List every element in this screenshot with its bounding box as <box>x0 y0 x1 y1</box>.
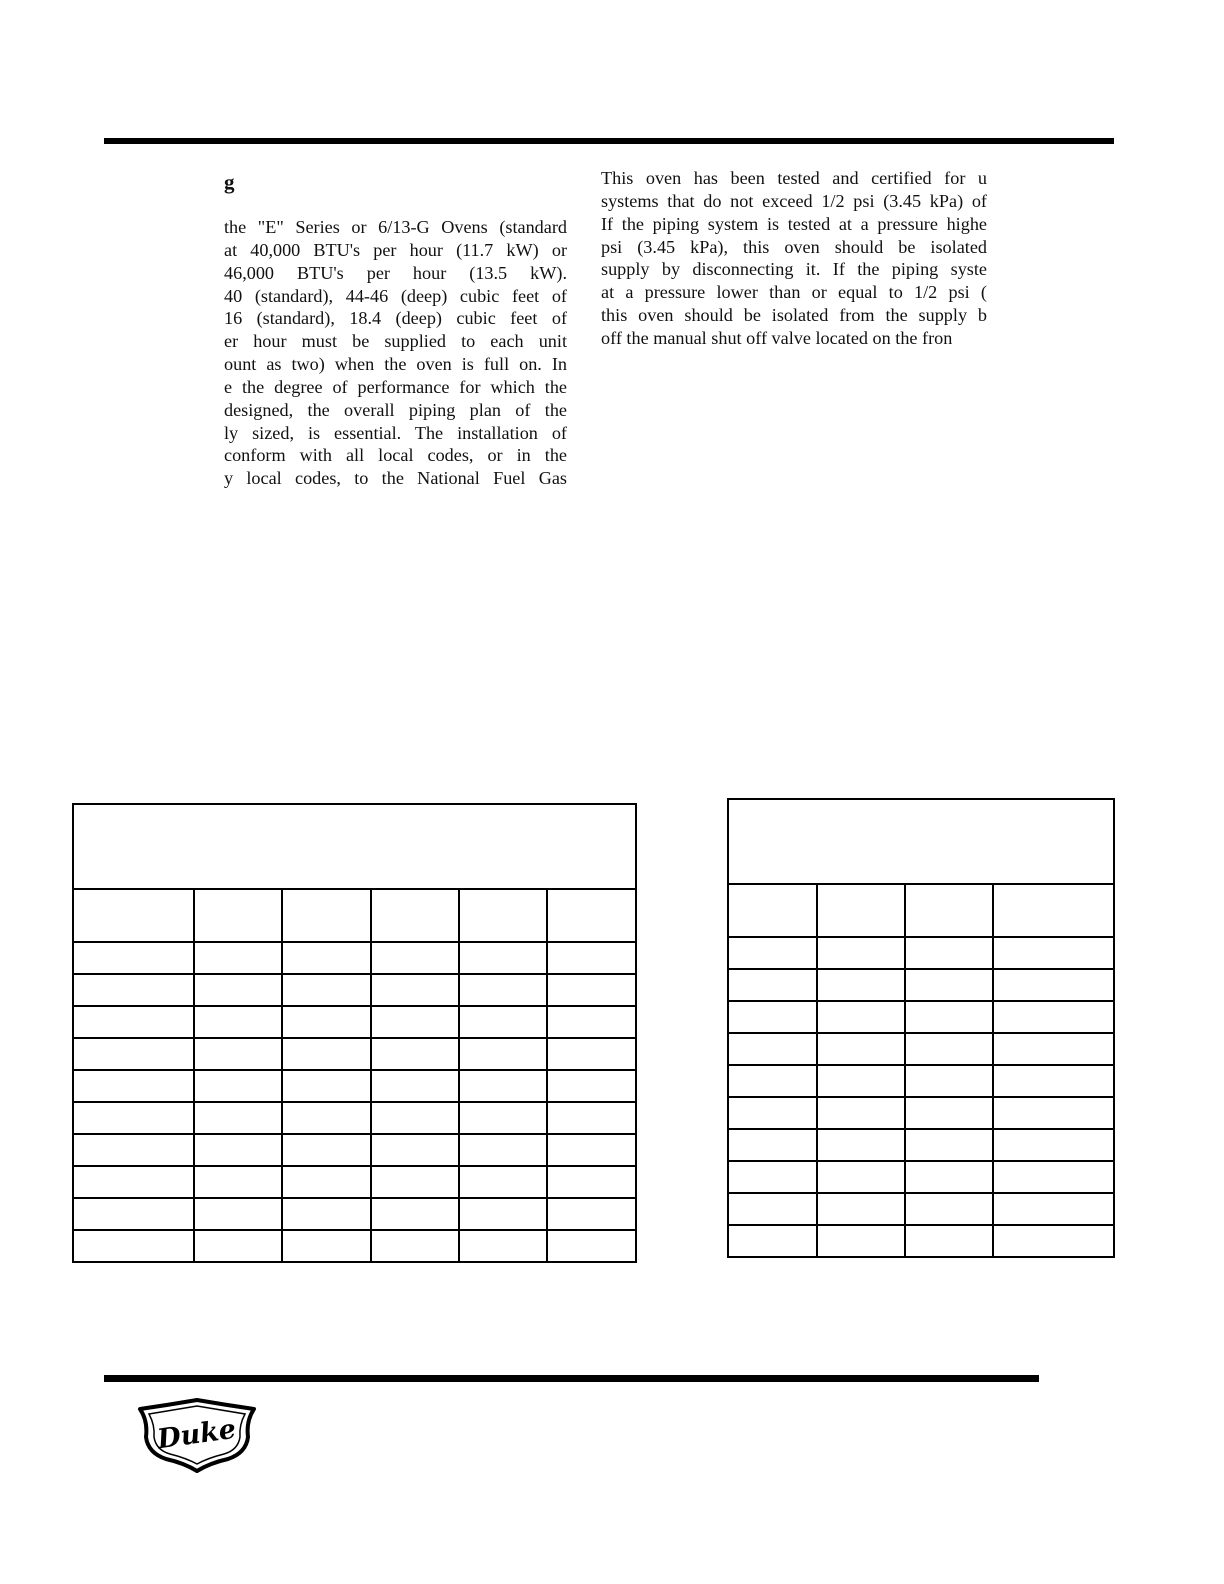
table-cell <box>905 1161 993 1193</box>
table-cell <box>547 1166 636 1198</box>
table-header-cell <box>459 889 547 942</box>
text-line: ly sized, is essential. The installation of <box>224 422 567 443</box>
table-cell <box>194 1038 282 1070</box>
table-cell <box>194 1134 282 1166</box>
table-cell <box>73 1230 194 1262</box>
table-cell <box>459 1166 547 1198</box>
table-cell <box>905 1001 993 1033</box>
table-cell <box>728 1225 817 1257</box>
text-line: designed, the overall piping plan of the <box>224 399 567 420</box>
gas-pipe-sizing-table-right <box>727 798 1115 1258</box>
table-cell <box>282 1198 371 1230</box>
table-cell <box>993 937 1114 969</box>
table-cell <box>547 942 636 974</box>
table-header-cell <box>728 884 817 937</box>
table-cell <box>817 1097 905 1129</box>
text-line: at a pressure lower than or equal to 1/2 psi ( <box>601 282 987 303</box>
table-cell <box>73 1134 194 1166</box>
table-row <box>73 942 636 974</box>
table-cell <box>905 1033 993 1065</box>
table-cell <box>817 969 905 1001</box>
table-header-cell <box>817 884 905 937</box>
text-line: at 40,000 BTU's per hour (11.7 kW) or <box>224 239 567 260</box>
table-cell <box>905 1065 993 1097</box>
text-line: ount as two) when the oven is full on. In <box>224 354 567 375</box>
text-line: supply by disconnecting it. If the piping syste <box>601 259 987 280</box>
table-cell <box>194 1006 282 1038</box>
table-cell <box>817 1161 905 1193</box>
text-line: 46,000 BTU's per hour (13.5 kW). <box>224 262 567 283</box>
table-row <box>73 1006 636 1038</box>
table-cell <box>194 942 282 974</box>
table-cell <box>371 1134 459 1166</box>
table-cell <box>73 1198 194 1230</box>
table-cell <box>728 1065 817 1097</box>
table-cell <box>194 1102 282 1134</box>
table-cell <box>905 1097 993 1129</box>
table-cell <box>993 1129 1114 1161</box>
table-cell <box>817 1033 905 1065</box>
table-row <box>73 974 636 1006</box>
table-cell <box>993 1225 1114 1257</box>
text-line: the "E" Series or 6/13-G Ovens (standard <box>224 217 567 237</box>
table-cell <box>371 1038 459 1070</box>
table-cell <box>817 1129 905 1161</box>
table-header-cell <box>547 889 636 942</box>
table-cell <box>993 1193 1114 1225</box>
table-cell <box>282 1134 371 1166</box>
table-cell <box>194 1166 282 1198</box>
table-cell <box>547 1230 636 1262</box>
bottom-rule <box>104 1375 1039 1382</box>
table-cell <box>459 942 547 974</box>
table-header-cell <box>905 884 993 937</box>
table-cell <box>282 1102 371 1134</box>
table-cell <box>547 1070 636 1102</box>
table-row <box>73 1070 636 1102</box>
table-cell <box>459 1198 547 1230</box>
table-cell <box>817 1225 905 1257</box>
table-cell <box>905 937 993 969</box>
table-cell <box>371 974 459 1006</box>
table-cell <box>905 1193 993 1225</box>
table-cell <box>371 1102 459 1134</box>
table-row <box>728 1161 1114 1193</box>
duke-shield-logo-icon <box>136 1397 258 1473</box>
table-cell <box>282 942 371 974</box>
table-cell <box>817 1193 905 1225</box>
table-cell <box>194 1198 282 1230</box>
top-rule <box>104 138 1114 144</box>
text-line: 40 (standard), 44-46 (deep) cubic feet of <box>224 285 567 306</box>
table-cell <box>993 1001 1114 1033</box>
text-line: er hour must be supplied to each unit <box>224 331 567 352</box>
table-row <box>73 1230 636 1262</box>
table-cell <box>817 937 905 969</box>
right-text-column <box>601 167 987 350</box>
table-cell <box>817 1001 905 1033</box>
text-line: This oven has been tested and certified for u <box>601 168 987 188</box>
table-cell <box>282 1166 371 1198</box>
table-cell <box>817 1065 905 1097</box>
table-cell <box>371 1006 459 1038</box>
table-title <box>728 799 1114 884</box>
table-cell <box>282 1230 371 1262</box>
table-cell <box>73 1070 194 1102</box>
table-cell <box>459 974 547 1006</box>
table-row <box>73 1038 636 1070</box>
table-row <box>73 1198 636 1230</box>
table-cell <box>371 1166 459 1198</box>
table-cell <box>73 1038 194 1070</box>
table-cell <box>993 1065 1114 1097</box>
table-cell <box>547 1102 636 1134</box>
gas-pipe-sizing-table-left <box>72 803 637 1263</box>
table-cell <box>547 1038 636 1070</box>
table-header-cell <box>371 889 459 942</box>
table-cell <box>73 974 194 1006</box>
table-cell <box>728 1033 817 1065</box>
table-title <box>73 804 636 889</box>
table-cell <box>728 1001 817 1033</box>
table-cell <box>728 969 817 1001</box>
table-row <box>728 1129 1114 1161</box>
table-cell <box>459 1038 547 1070</box>
table-cell <box>905 969 993 1001</box>
table-cell <box>728 1129 817 1161</box>
table-cell <box>194 1070 282 1102</box>
table-row <box>73 1134 636 1166</box>
text-line: y local codes, to the National Fuel Gas <box>224 468 567 489</box>
table-cell <box>993 1097 1114 1129</box>
table-row <box>728 1097 1114 1129</box>
table-cell <box>728 937 817 969</box>
text-line: systems that do not exceed 1/2 psi (3.45 kPa) of <box>601 190 987 211</box>
table-row <box>728 1033 1114 1065</box>
table-cell <box>194 974 282 1006</box>
table-cell <box>194 1230 282 1262</box>
text-line: 16 (standard), 18.4 (deep) cubic feet of <box>224 308 567 329</box>
table-cell <box>73 942 194 974</box>
table-cell <box>728 1193 817 1225</box>
duke-logo-text: Duke <box>155 1413 238 1456</box>
table-cell <box>282 1070 371 1102</box>
table-cell <box>547 1006 636 1038</box>
table-cell <box>993 1033 1114 1065</box>
table-header-cell <box>282 889 371 942</box>
table-cell <box>547 1134 636 1166</box>
table-cell <box>282 974 371 1006</box>
table-cell <box>459 1006 547 1038</box>
text-line: psi (3.45 kPa), this oven should be isolated <box>601 236 987 257</box>
text-line: If the piping system is tested at a pressure highe <box>601 213 987 234</box>
text-line: conform with all local codes, or in the <box>224 445 567 466</box>
table-cell <box>371 1070 459 1102</box>
table-cell <box>547 974 636 1006</box>
table-row <box>728 1001 1114 1033</box>
table-header-cell <box>73 889 194 942</box>
table-header-cell <box>194 889 282 942</box>
table-row <box>728 969 1114 1001</box>
table-row <box>728 1225 1114 1257</box>
table-cell <box>993 1161 1114 1193</box>
table-cell <box>282 1006 371 1038</box>
text-line: this oven should be isolated from the supply b <box>601 305 987 326</box>
table-cell <box>371 942 459 974</box>
table-cell <box>459 1230 547 1262</box>
table-cell <box>459 1134 547 1166</box>
table-cell <box>73 1102 194 1134</box>
table-cell <box>371 1198 459 1230</box>
table-cell <box>459 1102 547 1134</box>
table-row <box>73 1102 636 1134</box>
table-cell <box>728 1161 817 1193</box>
left-text-column <box>224 216 567 490</box>
table-cell <box>371 1230 459 1262</box>
text-line: off the manual shut off valve located on the fron <box>601 327 953 348</box>
table-cell <box>728 1097 817 1129</box>
table-cell <box>905 1129 993 1161</box>
table-cell <box>73 1006 194 1038</box>
section-heading: g <box>224 170 235 194</box>
table-cell <box>459 1070 547 1102</box>
table-cell <box>905 1225 993 1257</box>
table-row <box>728 1193 1114 1225</box>
table-row <box>728 937 1114 969</box>
table-cell <box>73 1166 194 1198</box>
table-cell <box>282 1038 371 1070</box>
table-cell <box>993 969 1114 1001</box>
table-header-cell <box>993 884 1114 937</box>
table-cell <box>547 1198 636 1230</box>
text-line: e the degree of performance for which the <box>224 376 567 397</box>
table-row <box>728 1065 1114 1097</box>
table-row <box>73 1166 636 1198</box>
